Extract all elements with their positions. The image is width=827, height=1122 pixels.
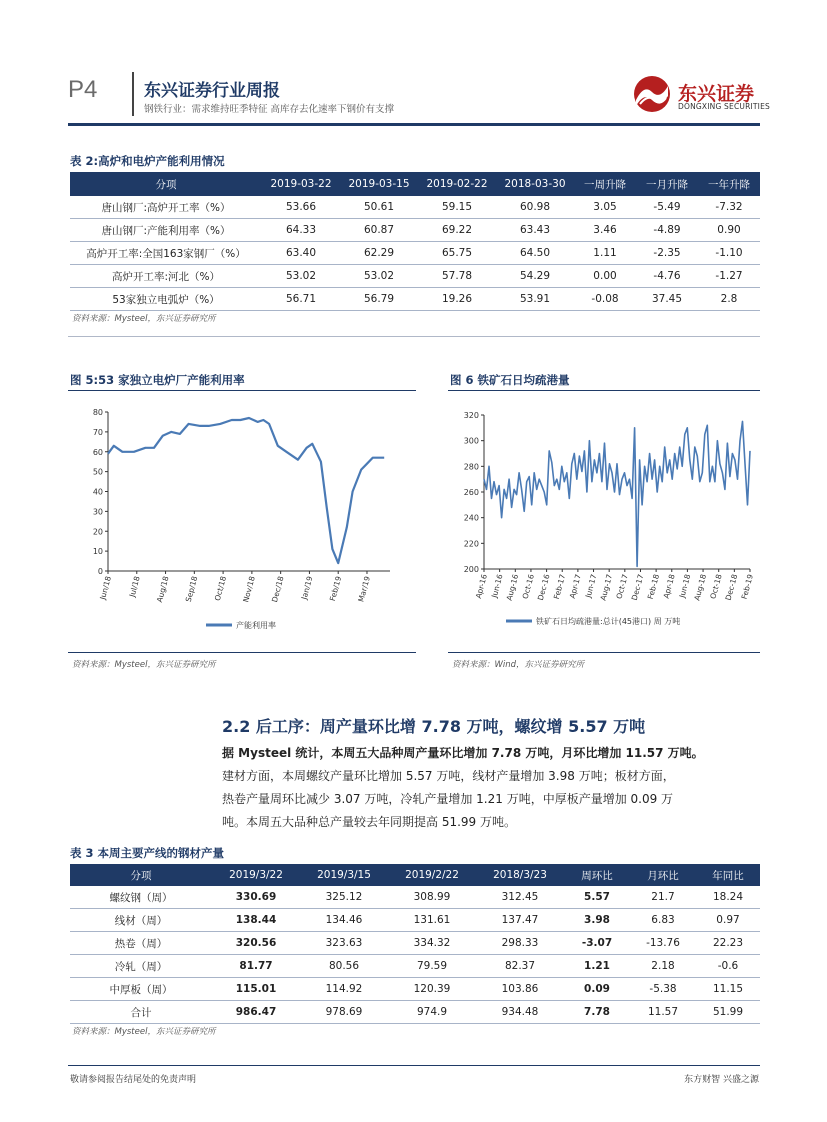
y-tick-label: 280 (463, 462, 479, 472)
table-cell: 81.77 (212, 955, 300, 978)
body-line: 吨。本周五大品种总产量较去年同期提高 51.99 万吨。 (222, 815, 516, 829)
table-cell: -5.38 (630, 978, 696, 1001)
table-row (70, 932, 760, 955)
table-cell: 103.86 (476, 978, 564, 1001)
table-cell: 54.29 (496, 265, 574, 288)
header-cell: 分项 (70, 864, 212, 886)
table-cell: 6.83 (630, 909, 696, 932)
header-cell: 2019-03-22 (262, 172, 340, 196)
x-tick-label: Apr-17 (567, 573, 583, 600)
chart5-svg (68, 395, 416, 645)
table-cell: 325.12 (300, 886, 388, 909)
series-line (108, 418, 384, 563)
x-tick-label: Mar/19 (356, 575, 372, 603)
table2-source: 资料来源：Mysteel，东兴证券研究所 (72, 314, 216, 324)
table-cell: 64.50 (496, 242, 574, 265)
table3 (70, 864, 760, 1024)
y-tick-label: 220 (463, 539, 479, 549)
table-cell: -1.27 (698, 265, 760, 288)
table-cell: 63.40 (262, 242, 340, 265)
logo-en: DONGXING SECURITIES (678, 102, 770, 111)
header-cell: 周环比 (564, 864, 630, 886)
table-cell: -5.49 (636, 196, 698, 219)
page-number: P4 (68, 76, 98, 103)
table-cell: 134.46 (300, 909, 388, 932)
header-cell: 2019/3/15 (300, 864, 388, 886)
table-cell: 114.92 (300, 978, 388, 1001)
table-cell: 18.24 (696, 886, 760, 909)
table-row (70, 978, 760, 1001)
table-cell: 2.8 (698, 288, 760, 311)
row-label: 螺纹钢（周） (70, 886, 212, 909)
table-cell: 82.37 (476, 955, 564, 978)
table-cell: 1.11 (574, 242, 636, 265)
logo-cn: 东兴证券 (678, 83, 755, 105)
body-line: 热卷产量周环比减少 3.07 万吨，冷轧产量增加 1.21 万吨，中厚板产量增加 0.09 万 (222, 792, 674, 806)
table-cell: 986.47 (212, 1001, 300, 1024)
table-cell: 115.01 (212, 978, 300, 1001)
table-cell: -1.10 (698, 242, 760, 265)
x-tick-label: Dec-18 (723, 573, 740, 602)
table-cell: -0.08 (574, 288, 636, 311)
table-cell: 79.59 (388, 955, 476, 978)
y-tick-label: 60 (92, 447, 103, 457)
footer-rule (68, 1065, 760, 1066)
x-tick-label: Apr-18 (661, 573, 677, 600)
x-tick-label: Jun-18 (677, 573, 693, 599)
table-row (70, 219, 760, 242)
row-label: 唐山钢厂:产能利用率（%） (70, 219, 262, 242)
x-tick-label: Jun-17 (583, 573, 599, 599)
header-rule (68, 123, 760, 126)
report-title: 东兴证券行业周报 (144, 81, 280, 101)
table-cell: 131.61 (388, 909, 476, 932)
table-cell: -7.32 (698, 196, 760, 219)
x-tick-label: Aug/18 (154, 575, 171, 604)
table-cell: 323.63 (300, 932, 388, 955)
table-cell: 11.15 (696, 978, 760, 1001)
table-cell: 120.39 (388, 978, 476, 1001)
separator (68, 336, 760, 337)
table-cell: 57.78 (418, 265, 496, 288)
x-tick-label: Oct-18 (708, 573, 724, 600)
header-divider (132, 72, 134, 116)
table3-source: 资料来源：Mysteel，东兴证券研究所 (72, 1027, 216, 1037)
y-tick-label: 300 (463, 436, 479, 446)
footer-slogan: 东方财智 兴盛之源 (684, 1075, 759, 1085)
y-tick-label: 320 (463, 411, 479, 420)
x-tick-label: Jan/19 (299, 575, 315, 601)
table-cell: 62.29 (340, 242, 418, 265)
table-cell: 312.45 (476, 886, 564, 909)
row-label: 53家独立电弧炉（%） (70, 288, 262, 311)
header-cell: 一月升降 (636, 172, 698, 196)
table-cell: 308.99 (388, 886, 476, 909)
legend-label: 产能利用率 (236, 621, 276, 630)
y-tick-label: 20 (92, 527, 103, 537)
table-cell: -3.07 (564, 932, 630, 955)
table-cell: 5.57 (564, 886, 630, 909)
x-tick-label: Oct-16 (520, 573, 536, 600)
legend-label: 铁矿石日均疏港量:总计(45港口) 周 万吨 (536, 617, 681, 626)
table-cell: 22.23 (696, 932, 760, 955)
x-tick-label: Feb-19 (739, 573, 755, 601)
y-tick-label: 260 (463, 488, 479, 497)
table-cell: 11.57 (630, 1001, 696, 1024)
table-cell: 3.46 (574, 219, 636, 242)
x-tick-label: Aug-17 (598, 573, 615, 602)
table-cell: 69.22 (418, 219, 496, 242)
table-row (70, 242, 760, 265)
row-label: 合计 (70, 1001, 212, 1024)
row-label: 高炉开工率:河北（%） (70, 265, 262, 288)
x-tick-label: Jun/18 (98, 575, 113, 601)
row-label: 高炉开工率:全国163家钢厂（%） (70, 242, 262, 265)
chart6-title-rule (448, 390, 760, 391)
x-tick-label: Jun-16 (489, 573, 505, 599)
table-cell: -2.35 (636, 242, 698, 265)
section-lead: 据 Mysteel 统计，本周五大品种周产量环比增加 7.78 万吨，月环比增加 11.57 万吨。 (222, 746, 704, 760)
series-line (484, 421, 750, 566)
x-tick-label: Dec-16 (535, 573, 552, 602)
x-tick-label: Aug-16 (504, 573, 521, 602)
table-cell: 60.98 (496, 196, 574, 219)
table-cell: 7.78 (564, 1001, 630, 1024)
chart5-title-rule (68, 390, 416, 391)
table-cell: 65.75 (418, 242, 496, 265)
table-cell: 64.33 (262, 219, 340, 242)
y-tick-label: 0 (97, 567, 103, 576)
table-cell: 53.02 (262, 265, 340, 288)
table-row (70, 1001, 760, 1024)
table3-title: 表 3 本周主要产线的钢材产量 (70, 846, 225, 860)
y-tick-label: 50 (92, 467, 103, 477)
x-tick-label: Nov/18 (241, 575, 257, 604)
x-tick-label: Aug-18 (692, 573, 708, 602)
table-row (70, 909, 760, 932)
table-cell: 56.71 (262, 288, 340, 311)
table-row (70, 955, 760, 978)
table-cell: 298.33 (476, 932, 564, 955)
x-tick-label: Feb-17 (551, 573, 568, 601)
x-tick-label: Dec-17 (629, 573, 646, 602)
table-cell: 53.02 (340, 265, 418, 288)
chart6-source: 资料来源：Wind，东兴证券研究所 (452, 660, 585, 670)
table-cell: 53.91 (496, 288, 574, 311)
table-cell: 0.97 (696, 909, 760, 932)
row-label: 线材（周） (70, 909, 212, 932)
section-body (222, 765, 762, 834)
row-label: 唐山钢厂:高炉开工率（%） (70, 196, 262, 219)
body-line: 建材方面，本周螺纹产量环比增加 5.57 万吨，线材产量增加 3.98 万吨；板材方面， (222, 769, 675, 783)
x-tick-label: Oct-17 (614, 573, 630, 600)
footer-disclaimer: 敬请参阅报告结尾处的免责声明 (70, 1075, 197, 1085)
x-tick-label: Feb/19 (327, 575, 344, 603)
header-cell: 2019-02-22 (418, 172, 496, 196)
table-cell: 974.9 (388, 1001, 476, 1024)
x-tick-label: Feb-18 (645, 573, 662, 601)
table-cell: 3.98 (564, 909, 630, 932)
table-cell: 80.56 (300, 955, 388, 978)
table-cell: 60.87 (340, 219, 418, 242)
header-cell: 一周升降 (574, 172, 636, 196)
y-tick-label: 200 (463, 565, 479, 574)
table-cell: 59.15 (418, 196, 496, 219)
table-cell: 0.09 (564, 978, 630, 1001)
table-cell: 53.66 (262, 196, 340, 219)
table-cell: 1.21 (564, 955, 630, 978)
dongxing-logo-icon (630, 74, 674, 114)
header-cell: 2019/2/22 (388, 864, 476, 886)
section-heading: 2.2 后工序：周产量环比增 7.78 万吨，螺纹增 5.57 万吨 (222, 717, 646, 736)
report-subtitle: 钢铁行业：需求维持旺季特征 高库存去化速率下钢价有支撑 (144, 104, 395, 115)
table-cell: 51.99 (696, 1001, 760, 1024)
header-cell: 月环比 (630, 864, 696, 886)
table-cell: -4.89 (636, 219, 698, 242)
table-cell: 320.56 (212, 932, 300, 955)
y-tick-label: 70 (92, 427, 103, 437)
table-cell: 3.05 (574, 196, 636, 219)
table-cell: 137.47 (476, 909, 564, 932)
table-row (70, 288, 760, 311)
table-cell: -4.76 (636, 265, 698, 288)
chart6-title: 图 6 铁矿石日均疏港量 (450, 373, 570, 387)
table-cell: 934.48 (476, 1001, 564, 1024)
table-cell: 138.44 (212, 909, 300, 932)
table-cell: 63.43 (496, 219, 574, 242)
table-cell: 56.79 (340, 288, 418, 311)
table-row (70, 886, 760, 909)
table-cell: 50.61 (340, 196, 418, 219)
x-tick-label: Apr-16 (473, 573, 489, 600)
table-cell: 2.18 (630, 955, 696, 978)
table2 (70, 172, 760, 311)
y-tick-label: 40 (92, 487, 103, 497)
row-label: 中厚板（周） (70, 978, 212, 1001)
chart6-bottom-rule (448, 652, 760, 653)
chart5-source: 资料来源：Mysteel，东兴证券研究所 (72, 660, 216, 670)
row-label: 热卷（周） (70, 932, 212, 955)
table3-header-row (70, 864, 760, 886)
x-tick-label: Dec/18 (270, 575, 286, 604)
y-tick-label: 240 (463, 513, 479, 523)
header-cell: 一年升降 (698, 172, 760, 196)
table-cell: 37.45 (636, 288, 698, 311)
table-cell: 334.32 (388, 932, 476, 955)
y-tick-label: 30 (92, 507, 103, 517)
table-cell: -13.76 (630, 932, 696, 955)
y-tick-label: 80 (92, 408, 103, 417)
table-cell: 0.90 (698, 219, 760, 242)
header-cell: 年同比 (696, 864, 760, 886)
y-tick-label: 10 (92, 547, 103, 557)
header-cell: 2019-03-15 (340, 172, 418, 196)
table-cell: 978.69 (300, 1001, 388, 1024)
x-tick-label: Jul/18 (127, 575, 142, 598)
chart5-title: 图 5:53 家独立电炉厂产能利用率 (70, 373, 245, 387)
chart5-bottom-rule (68, 652, 416, 653)
table-row (70, 196, 760, 219)
row-label: 冷轧（周） (70, 955, 212, 978)
table-cell: 19.26 (418, 288, 496, 311)
table-row (70, 265, 760, 288)
header-cell: 2018/3/23 (476, 864, 564, 886)
table-cell: 330.69 (212, 886, 300, 909)
table-cell: 0.00 (574, 265, 636, 288)
table-cell: -0.6 (696, 955, 760, 978)
table2-header-row (70, 172, 760, 196)
table2-title: 表 2:高炉和电炉产能利用情况 (70, 154, 225, 168)
header-cell: 2019/3/22 (212, 864, 300, 886)
x-tick-label: Oct/18 (212, 575, 229, 602)
header-cell: 2018-03-30 (496, 172, 574, 196)
header-cell: 分项 (70, 172, 262, 196)
x-tick-label: Sep/18 (183, 575, 200, 603)
table-cell: 21.7 (630, 886, 696, 909)
chart6-svg (448, 395, 760, 645)
